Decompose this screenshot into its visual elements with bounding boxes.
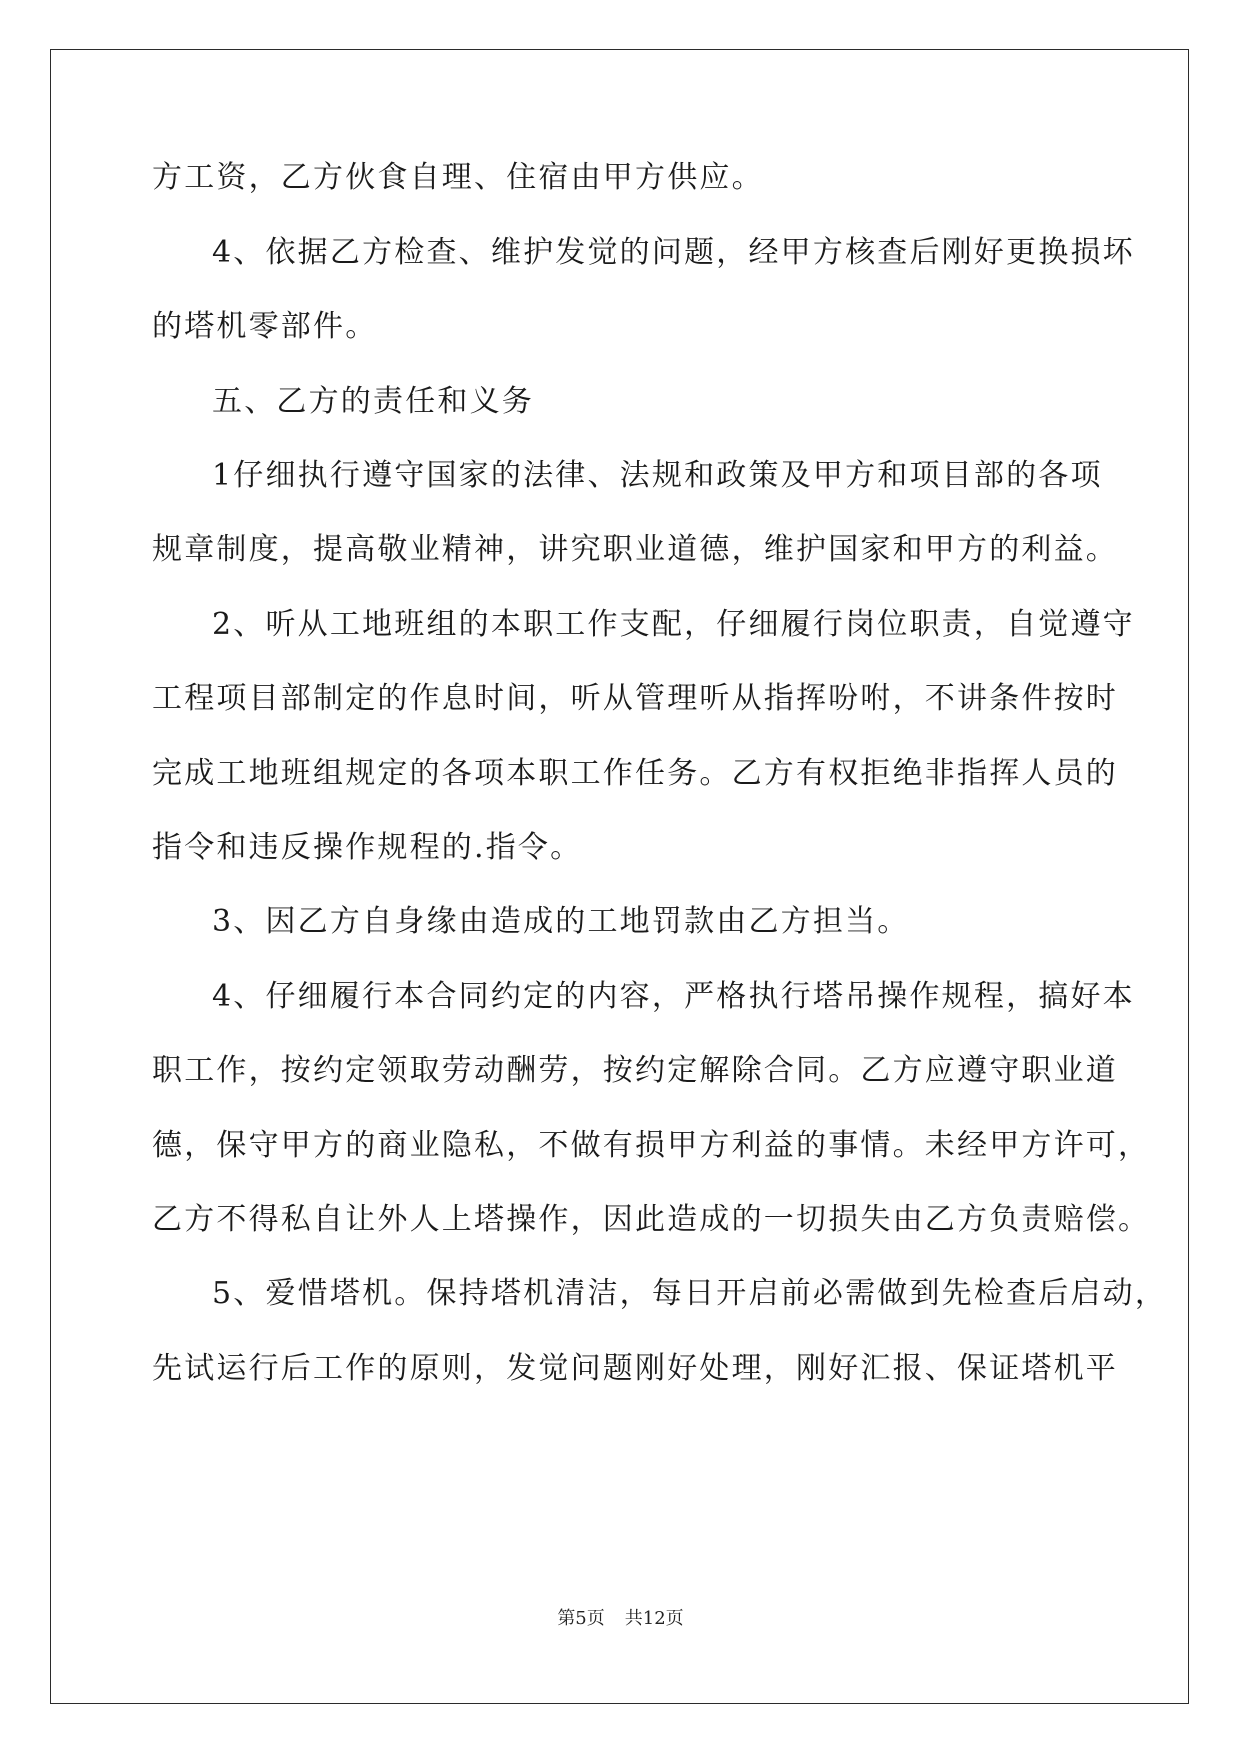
text-line: 乙方不得私自让外人上塔操作，因此造成的一切损失由乙方负责赔偿。 bbox=[152, 1202, 1151, 1237]
text-line: 指令和违反操作规程的.指令。 bbox=[152, 830, 583, 865]
text-line: 4、仔细履行本合同约定的内容，严格执行塔吊操作规程，搞好本 bbox=[212, 979, 1135, 1014]
page-footer bbox=[0, 1607, 1241, 1631]
text-line: 完成工地班组规定的各项本职工作任务。乙方有权拒绝非指挥人员的 bbox=[152, 756, 1118, 791]
text-line: 工程项目部制定的作息时间，听从管理听从指挥吩咐，不讲条件按时 bbox=[152, 681, 1118, 716]
text-line: 方工资，乙方伙食自理、住宿由甲方供应。 bbox=[152, 160, 764, 195]
text-line: 的塔机零部件。 bbox=[152, 309, 378, 344]
text-line: 规章制度，提高敬业精神，讲究职业道德，维护国家和甲方的利益。 bbox=[152, 532, 1118, 567]
text-line: 4、依据乙方检查、维护发觉的问题，经甲方核查后刚好更换损坏 bbox=[212, 235, 1135, 270]
page-total: 共12页 bbox=[624, 1608, 684, 1629]
page-border bbox=[50, 49, 1189, 1704]
page-number: 第5页 bbox=[557, 1608, 605, 1629]
text-line: 德，保守甲方的商业隐私，不做有损甲方利益的事情。未经甲方许可， bbox=[152, 1128, 1151, 1163]
section-heading: 五、乙方的责任和义务 bbox=[212, 384, 534, 419]
text-line: 职工作，按约定领取劳动酬劳，按约定解除合同。乙方应遵守职业道 bbox=[152, 1053, 1118, 1088]
text-line: 5、爱惜塔机。保持塔机清洁，每日开启前必需做到先检查后启动， bbox=[212, 1276, 1168, 1311]
text-line: 先试运行后工作的原则，发觉问题刚好处理，刚好汇报、保证塔机平 bbox=[152, 1351, 1118, 1386]
text-line: 3、因乙方自身缘由造成的工地罚款由乙方担当。 bbox=[212, 904, 910, 939]
text-line: 1仔细执行遵守国家的法律、法规和政策及甲方和项目部的各项 bbox=[212, 458, 1103, 493]
text-line: 2、听从工地班组的本职工作支配，仔细履行岗位职责，自觉遵守 bbox=[212, 607, 1135, 642]
